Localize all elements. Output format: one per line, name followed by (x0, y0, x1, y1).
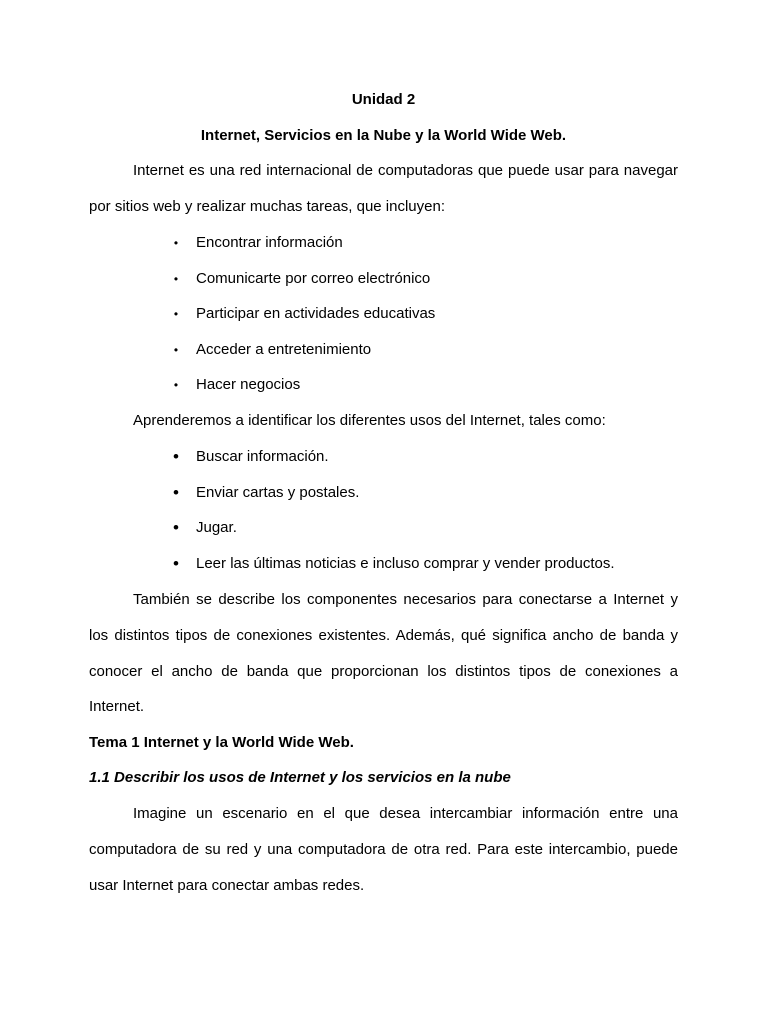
list-item-text: Hacer negocios (196, 376, 301, 393)
scenario-paragraph-line-1: Imagine un escenario en el que desea intercambiar información entre una (133, 805, 678, 822)
list-item-text: Encontrar información (196, 234, 343, 251)
list-item-text: Comunicarte por correo electrónico (196, 270, 431, 287)
list-item-text: Enviar cartas y postales. (196, 484, 360, 501)
list-item (89, 553, 678, 575)
list-item (89, 374, 678, 396)
intro-paragraph-line-2: por sitios web y realizar muchas tareas, que incluyen: (89, 198, 446, 215)
scenario-paragraph-line-3: usar Internet para conectar ambas redes. (89, 877, 365, 894)
unit-title: Unidad 2 (351, 91, 416, 108)
bullet-icon: • (173, 236, 179, 250)
bullet-icon: • (173, 483, 179, 502)
bullet-icon: • (173, 307, 179, 321)
list-item (89, 482, 678, 504)
bullet-icon: • (173, 554, 179, 573)
components-paragraph-line-4: Internet. (89, 698, 145, 715)
list-item-text: Buscar información. (196, 448, 329, 465)
topic-heading: Tema 1 Internet y la World Wide Web. (89, 734, 354, 751)
components-paragraph-line-1: También se describe los componentes necesarios para conectarse a Internet y (133, 591, 678, 608)
bullet-icon: • (173, 447, 179, 466)
learn-intro-paragraph: Aprenderemos a identificar los diferentes usos del Internet, tales como: (133, 412, 606, 429)
list-item-text: Acceder a entretenimiento (196, 341, 372, 358)
list-item (89, 517, 678, 539)
document-subtitle: Internet, Servicios en la Nube y la World Wide Web. (200, 127, 567, 144)
list-item (89, 303, 678, 325)
list-item (89, 339, 678, 361)
bullet-icon: • (173, 518, 179, 537)
section-heading: 1.1 Describir los usos de Internet y los servicios en la nube (89, 769, 511, 786)
bullet-icon: • (173, 378, 179, 392)
scenario-paragraph-line-2: computadora de su red y una computadora de otra red. Para este intercambio, puede (89, 841, 678, 858)
list-item (89, 268, 678, 290)
list-item-text: Leer las últimas noticias e incluso comprar y vender productos. (196, 555, 615, 572)
intro-paragraph-line-1: Internet es una red internacional de computadoras que puede usar para navegar (133, 162, 678, 179)
list-item (89, 232, 678, 254)
list-item-text: Jugar. (196, 519, 237, 536)
list-item (89, 446, 678, 468)
components-paragraph-line-3: conocer el ancho de banda que proporcionan los distintos tipos de conexiones a (89, 663, 678, 680)
list-item-text: Participar en actividades educativas (196, 305, 436, 322)
bullet-icon: • (173, 272, 179, 286)
components-paragraph-line-2: los distintos tipos de conexiones existentes. Además, qué significa ancho de banda y (89, 627, 678, 644)
bullet-icon: • (173, 343, 179, 357)
